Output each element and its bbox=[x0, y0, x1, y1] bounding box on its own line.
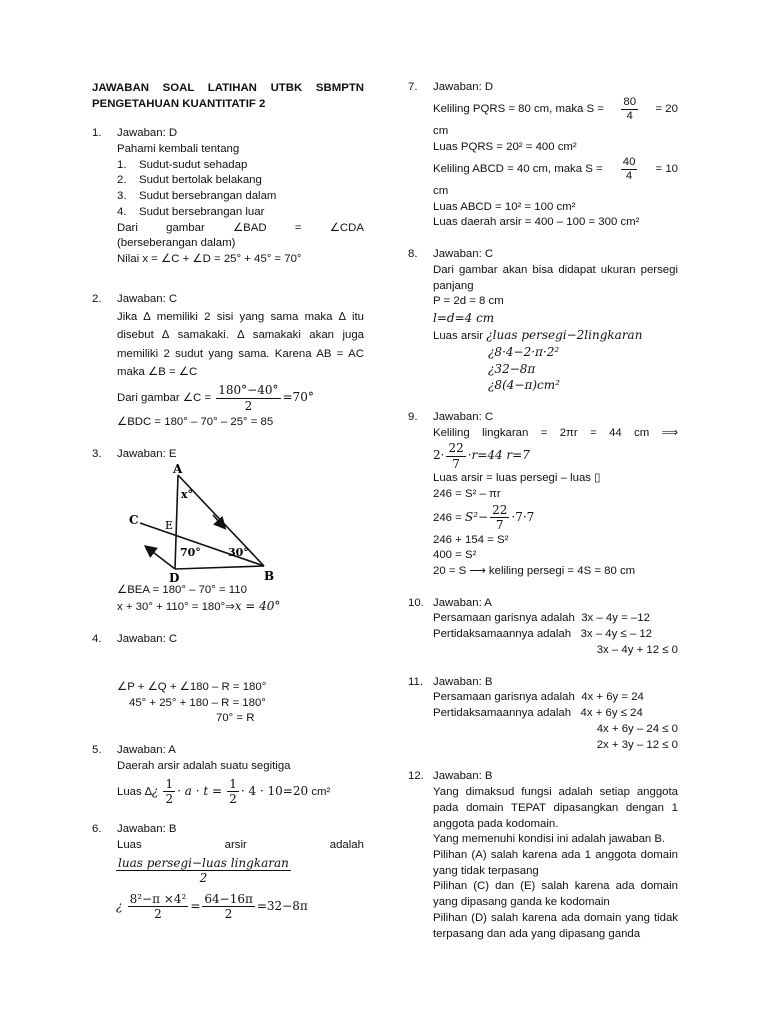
answer-4 bbox=[92, 632, 364, 727]
item-number: 6. bbox=[92, 823, 102, 836]
right-column bbox=[408, 80, 678, 942]
formula-line: ¿32−8π bbox=[488, 361, 536, 376]
label-C: C bbox=[129, 512, 139, 527]
list-item: 2. Sudut bertolak belakang bbox=[117, 174, 262, 187]
item-number: 11. bbox=[408, 675, 423, 688]
answer-label: Jawaban: A bbox=[117, 744, 176, 757]
item-number: 2. bbox=[92, 292, 102, 305]
triangle-figure bbox=[121, 463, 281, 583]
answer-2 bbox=[92, 292, 364, 431]
text-line: x + 30° + 110° = 180°⇒x = 40° bbox=[117, 599, 281, 614]
document-title: JAWABAN SOAL LATIHAN UTBK SBMPTN bbox=[92, 82, 364, 94]
text-line: Luas daerah arsir = 400 – 100 = 300 cm² bbox=[433, 216, 640, 229]
formula-line: ¿ $\frac{\text{8²−π ×4²}}{2}$ = $\frac{64-16\pi}{2}$ =32−8π bbox=[116, 891, 308, 922]
text-line: cm bbox=[433, 184, 449, 197]
text-line: Pertidaksamaannya adalah 3x – 4y ≤ – 12 bbox=[433, 628, 653, 641]
text-line: 246 = S² – πr bbox=[433, 488, 501, 500]
item-number: 3. bbox=[92, 448, 102, 460]
label-x: x° bbox=[181, 487, 194, 501]
answer-11 bbox=[408, 675, 678, 754]
formula-line: 246 = S²− $\frac{22}{7}$ ·7·7 bbox=[433, 502, 535, 533]
text-line: 4x + 6y – 24 ≤ 0 bbox=[596, 722, 678, 735]
text-line: P = 2d = 8 cm bbox=[433, 295, 504, 308]
label-30: 30° bbox=[228, 545, 249, 559]
answer-8 bbox=[408, 247, 678, 394]
answer-label: Jawaban: C bbox=[117, 292, 178, 305]
answer-1 bbox=[92, 126, 364, 268]
label-E: E bbox=[165, 518, 174, 532]
paragraph: Yang memenuhi kondisi ini adalah jawaban B. bbox=[433, 833, 666, 846]
paragraph: Pilihan (A) salah karena ada 1 anggota domain yang tidak terpasang bbox=[433, 849, 678, 877]
answer-5 bbox=[92, 743, 364, 806]
text-line: Luas arsir = luas persegi – luas ▯ bbox=[433, 472, 601, 485]
text-line: 246 + 154 = S² bbox=[433, 533, 509, 546]
text-line: 45° + 25° + 180 – R = 180° bbox=[129, 696, 266, 709]
answer-label: Jawaban: B bbox=[117, 823, 177, 836]
paragraph: Pilihan (D) salah karena ada domain yang tidak terpasang dan ada yang dipasang ganda bbox=[433, 911, 678, 940]
answer-label: Jawaban: B bbox=[433, 770, 493, 783]
answer-3 bbox=[92, 447, 364, 616]
label-70: 70° bbox=[180, 545, 201, 559]
paragraph: Dari gambar akan bisa didapat ukuran persegi panjang bbox=[433, 263, 678, 292]
answer-7 bbox=[408, 80, 678, 231]
text-line: 20 = S ⟶ keliling persegi = 4S = 80 cm bbox=[433, 564, 636, 577]
formula-line: Keliling PQRS = 80 cm, maka S = $\frac{80}{4}$ = 20 bbox=[433, 95, 678, 123]
item-number: 7. bbox=[408, 81, 418, 93]
item-number: 5. bbox=[92, 744, 102, 757]
paragraph: Pilihan (C) dan (E) salah karena ada domain yang dipasang ganda ke kodomain bbox=[433, 880, 678, 909]
text-line: cm bbox=[433, 125, 449, 138]
text-line: Persamaan garisnya adalah 3x – 4y = –12 bbox=[433, 612, 650, 625]
left-column bbox=[92, 80, 364, 870]
text-line: 3x – 4y + 12 ≤ 0 bbox=[596, 643, 678, 656]
answer-label: Jawaban: C bbox=[433, 411, 494, 424]
text-line: 2x + 3y – 12 ≤ 0 bbox=[596, 738, 678, 751]
text-line: ∠BEA = 180° – 70° = 110 bbox=[117, 583, 247, 596]
text-line: Pertidaksamaannya adalah 4x + 6y ≤ 24 bbox=[433, 707, 643, 720]
paragraph: Jika ∆ memiliki 2 sisi yang sama maka ∆ itu disebut ∆ samakaki. ∆ samakaki akan juga memiliki 2 sudut yang sama. Karena AB = AC maka ∠B = ∠C bbox=[117, 310, 364, 379]
line-DB bbox=[175, 566, 264, 569]
formula-line: Dari gambar ∠C = $\frac{180^\circ-40^\circ}{2}$ =70° bbox=[117, 383, 314, 413]
text-line: ∠P + ∠Q + ∠180 – R = 180° bbox=[117, 680, 267, 693]
answer-10 bbox=[408, 596, 678, 659]
item-number: 9. bbox=[408, 411, 418, 424]
document-subtitle: PENGETAHUAN KUANTITATIF 2 bbox=[92, 97, 266, 110]
answer-label: Jawaban: C bbox=[117, 633, 178, 646]
text-line: ∠BDC = 180° – 70° – 25° = 85 bbox=[117, 416, 274, 429]
text-line: Luas ABCD = 10² = 100 cm² bbox=[433, 200, 576, 213]
formula-line: ¿8·4−2·π·2² bbox=[488, 345, 560, 360]
label-A: A bbox=[173, 462, 183, 476]
text-line: Pahami kembali tentang bbox=[117, 143, 240, 155]
text-line: (berseberangan dalam) bbox=[117, 237, 236, 250]
answer-label: Jawaban: D bbox=[117, 127, 178, 140]
q6-formula bbox=[116, 856, 316, 922]
item-number: 12. bbox=[408, 770, 424, 783]
text-line: 70° = R bbox=[216, 712, 255, 725]
answer-label: Jawaban: C bbox=[433, 248, 494, 261]
fraction: $\frac{\text{luas persegi−luas lingkaran}}{2}$ bbox=[118, 856, 289, 886]
text-line: Dari gambar ∠BAD = ∠CDA bbox=[117, 221, 364, 234]
formula-line: Keliling ABCD = 40 cm, maka S = $\frac{40}{4}$ = 10 bbox=[433, 155, 678, 183]
formula-line: 2· $\frac{22}{7}$ ·r=44 r=7 bbox=[433, 441, 530, 471]
text-line: Keliling lingkaran = 2πr = 44 cm ⟹ bbox=[433, 426, 678, 439]
answer-9 bbox=[408, 410, 678, 580]
label-D: D bbox=[169, 570, 180, 583]
answer-12 bbox=[408, 769, 678, 942]
item-number: 8. bbox=[408, 248, 418, 261]
answer-label: Jawaban: D bbox=[433, 81, 494, 93]
formula-line: ¿8(4−π)cm² bbox=[488, 378, 560, 393]
answer-label: Jawaban: B bbox=[433, 675, 493, 688]
arrow-D bbox=[149, 549, 175, 569]
label-B: B bbox=[264, 568, 275, 583]
line-AD bbox=[175, 475, 178, 569]
answer-6 bbox=[92, 822, 364, 853]
text-line: Persamaan garisnya adalah 4x + 6y = 24 bbox=[433, 691, 644, 704]
formula-line: Luas arsir ¿luas persegi−2lingkaran bbox=[433, 327, 643, 342]
text-line: Luas PQRS = 20² = 400 cm² bbox=[433, 140, 577, 153]
item-number: 10. bbox=[408, 596, 424, 609]
formula-line: Luas ∆¿ $\frac{1}{2}$ · a · t = $\frac{1}{2}$ · 4 · 10=20 cm² bbox=[117, 776, 331, 806]
item-number: 4. bbox=[92, 633, 102, 646]
list-item: 4. Sudut bersebrangan luar bbox=[117, 205, 265, 218]
list-item: 3. Sudut bersebrangan dalam bbox=[117, 190, 277, 203]
text-line: 400 = S² bbox=[433, 549, 477, 562]
item-number: 1. bbox=[92, 127, 102, 140]
text-line: Daerah arsir adalah suatu segitiga bbox=[117, 759, 291, 772]
line-CB bbox=[140, 523, 264, 566]
text-line: Luas arsir adalah bbox=[117, 839, 364, 852]
paragraph: Yang dimaksud fungsi adalah setiap anggota pada domain TEPAT dipasangkan dengan 1 anggota pada kodomain. bbox=[433, 786, 678, 830]
answer-label: Jawaban: E bbox=[117, 448, 177, 460]
formula-line: l=d=4 cm bbox=[433, 311, 495, 326]
answer-label: Jawaban: A bbox=[433, 596, 492, 609]
text-line: Nilai x = ∠C + ∠D = 25° + 45° = 70° bbox=[117, 253, 302, 266]
fraction: $\frac{180^\circ-40^\circ}{2}$ bbox=[218, 383, 279, 413]
list-item: 1. Sudut-sudut sehadap bbox=[117, 158, 248, 171]
